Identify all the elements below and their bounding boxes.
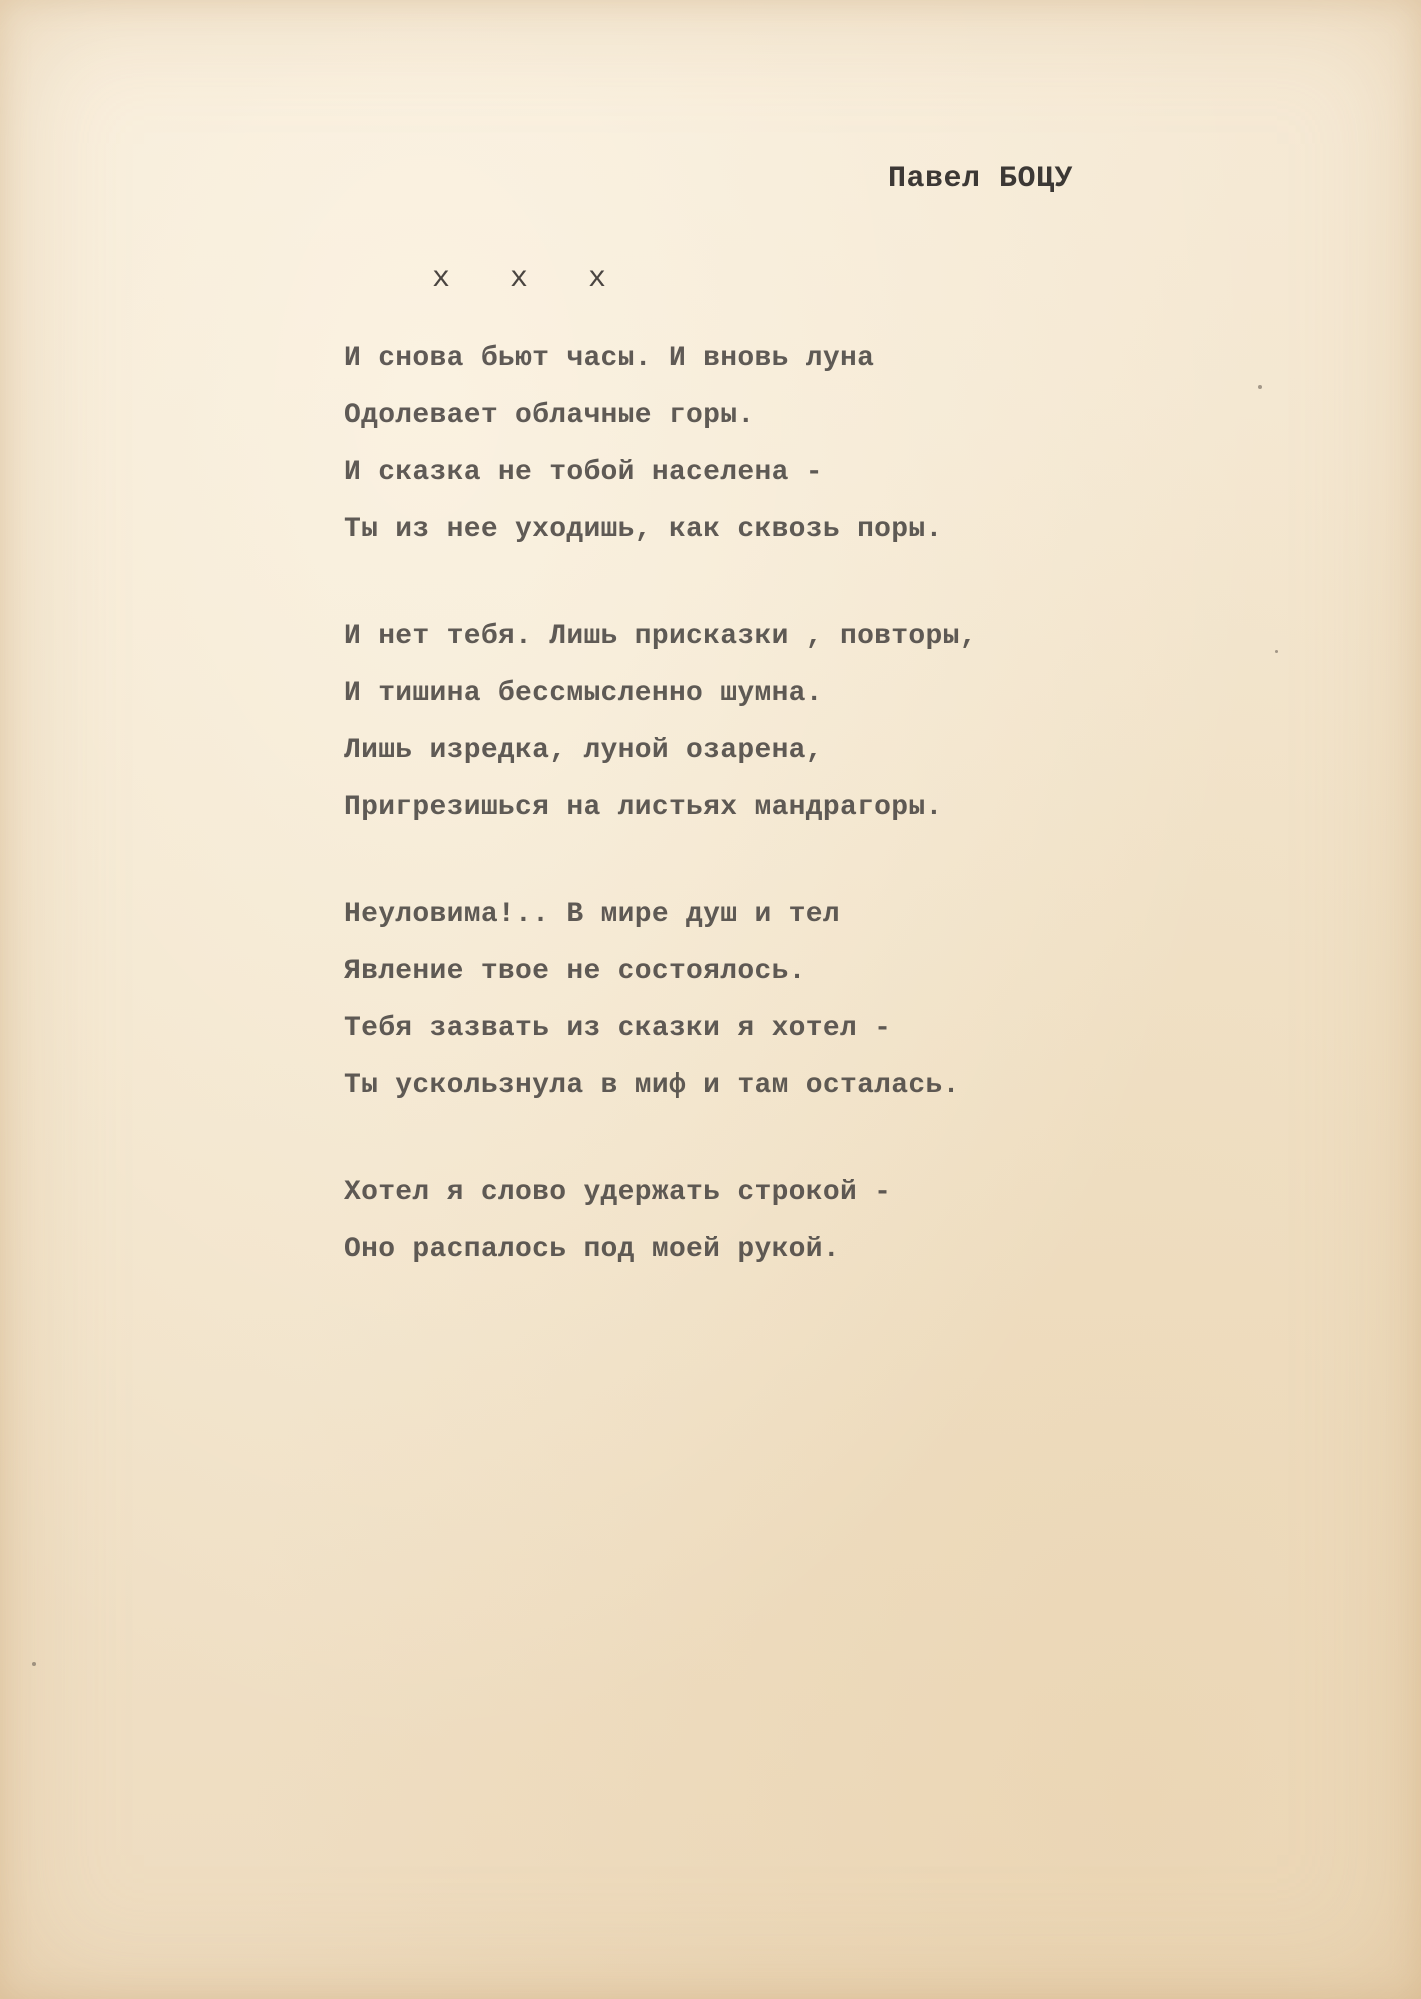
poem-line: И снова бьют часы. И вновь луна — [344, 343, 875, 374]
stanza-3 — [344, 886, 1384, 1114]
poem-line: Лишь изредка, луной озарена, — [344, 735, 823, 766]
poem-line: Ты ускользнула в миф и там осталась. — [344, 1070, 960, 1101]
poem-line: Пригрезишься на листьях мандрагоры. — [344, 792, 943, 823]
poem-line: Ты из нее уходишь, как сквозь поры. — [344, 514, 943, 545]
paper-speck — [32, 1662, 36, 1666]
paper-speck — [1275, 650, 1278, 653]
poem-line: Оно распалось под моей рукой. — [344, 1234, 840, 1265]
poem-line: Одолевает облачные горы. — [344, 400, 755, 431]
stanza-4 — [344, 1164, 1384, 1278]
section-separator: х х х — [432, 262, 607, 296]
poem-line: Неуловима!.. В мире душ и тел — [344, 899, 840, 930]
stanza-2 — [344, 608, 1384, 836]
stanza-1 — [344, 330, 1384, 558]
poem-line: Хотел я слово удержать строкой - — [344, 1177, 892, 1208]
poem-line: И сказка не тобой населена - — [344, 457, 823, 488]
poem-body — [344, 330, 1384, 1328]
poem-line: Тебя зазвать из сказки я хотел - — [344, 1013, 892, 1044]
poem-line: Явление твое не состоялось. — [344, 956, 806, 987]
paper-speck — [1258, 385, 1262, 389]
poem-line: И нет тебя. Лишь присказки , повторы, — [344, 621, 977, 652]
poem-line: И тишина бессмысленно шумна. — [344, 678, 823, 709]
author-name: Павел БОЦУ — [888, 162, 1074, 196]
